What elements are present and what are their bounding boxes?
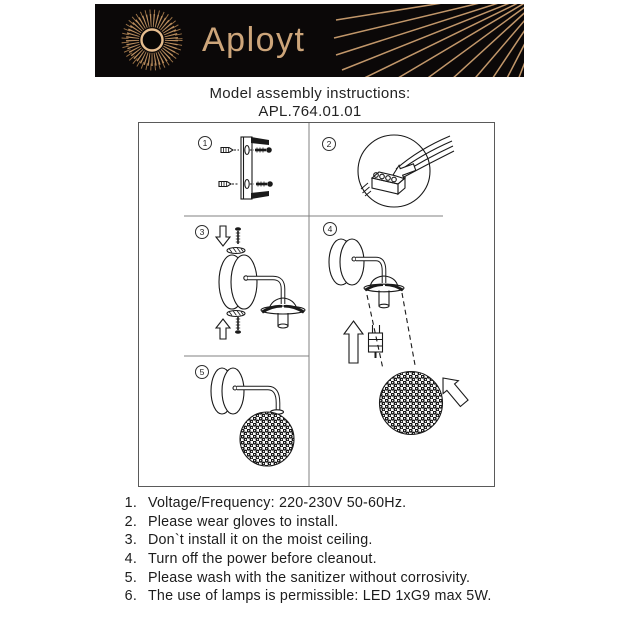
instruction-item [0,568,620,587]
assembly-diagram-art [139,123,494,486]
corner-rays-icon [334,4,524,77]
instruction-item [0,513,620,532]
instruction-number: 5. [124,569,137,586]
page-title: Model assembly instructions: [209,85,411,102]
instruction-item [0,550,620,569]
instruction-number: 2. [124,513,137,530]
instruction-text: Voltage/Frequency: 220-230V 50-60Hz. [148,495,407,512]
instruction-number: 4. [124,551,137,568]
instruction-number: 3. [124,532,137,549]
step-3-marker: 3 [195,225,209,239]
instruction-item [0,587,620,606]
instruction-number: 1. [124,495,137,512]
instruction-text: Don`t install it on the moist ceiling. [148,532,373,549]
step5-assembled-lamp-diagram [211,368,294,466]
instruction-item [0,494,620,513]
step-2-marker: 2 [322,137,336,151]
assembly-diagram-box [138,122,495,487]
step1-bracket-diagram [219,137,273,199]
step2-wiring-diagram [358,135,454,207]
banner-art [95,4,524,77]
brand-name: Aployt [202,21,306,59]
model-number: APL.764.01.01 [258,103,362,120]
step4-bulb-globe-diagram [329,239,472,435]
instruction-number: 6. [124,588,137,605]
step-5-marker: 5 [195,365,209,379]
instruction-text: Please wear gloves to install. [148,513,339,530]
brand-banner [95,4,524,77]
instruction-text: Please wash with the sanitizer without corrosivity. [148,569,471,586]
step3-canopy-diagram [216,226,305,339]
sunburst-icon [125,13,179,67]
step-1-marker: 1 [198,136,212,150]
instruction-text: Turn off the power before cleanout. [148,551,377,568]
instruction-text: The use of lamps is permissible: LED 1xG9 max 5W. [148,588,492,605]
step-4-marker: 4 [323,222,337,236]
instruction-list [0,494,620,606]
instruction-item [0,531,620,550]
